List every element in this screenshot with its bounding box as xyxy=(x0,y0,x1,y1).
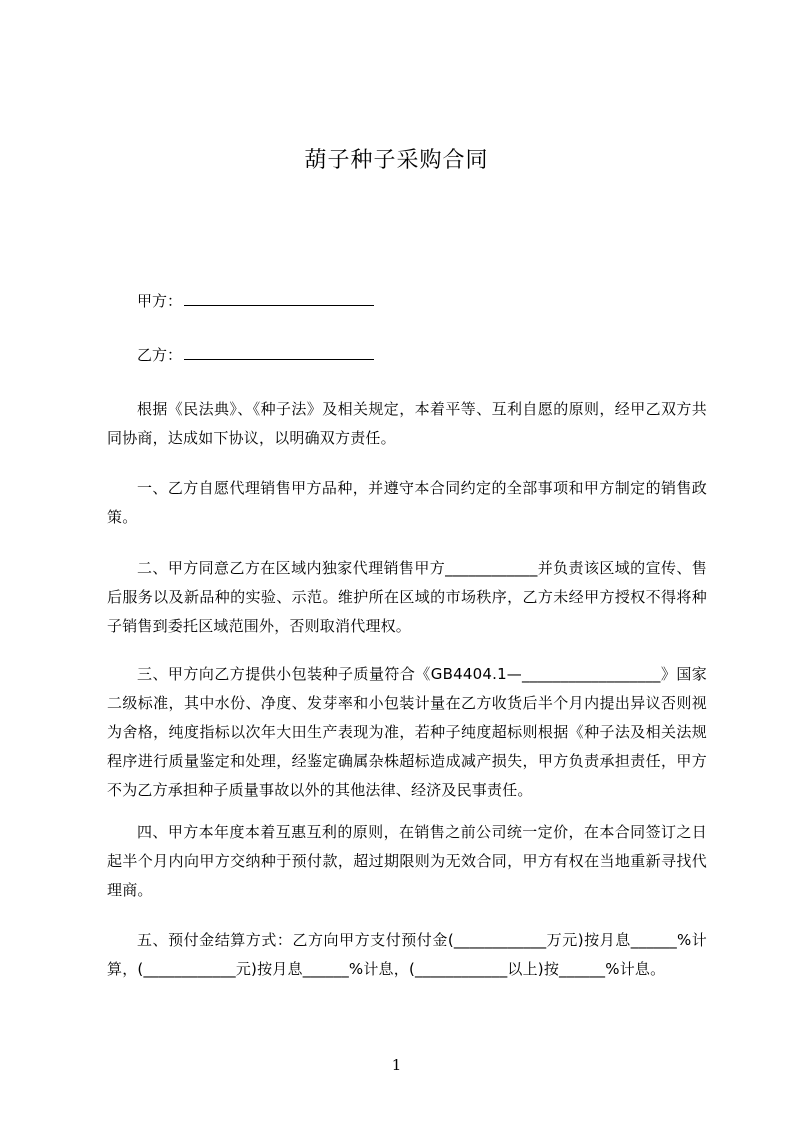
clause-1-paragraph: 一、乙方自愿代理销售甲方品种，并遵守本合同约定的全部事项和甲方制定的销售政策。 xyxy=(107,479,707,526)
clause-5-paragraph: 五、预付金结算方式：乙方向甲方支付预付金(____________万元)按月息______%计算，(____________元)按月息______%计息，(____________以上)按______%计息。 xyxy=(107,931,707,978)
clause-2-paragraph: 二、甲方同意乙方在区域内独家代理销售甲方____________并负责该区域的宣传、售后服务以及新品种的实验、示范。维护所在区域的市场秩序，乙方未经甲方授权不得将种子销售到委托区域范围外，否则取消代理权。 xyxy=(107,559,707,635)
page-title: 葫子种子采购合同 xyxy=(304,148,489,173)
intro-paragraph: 根据《民法典》、《种子法》及相关规定，本着平等、互利自愿的原则，经甲乙双方共同协商，达成如下协议，以明确双方责任。 xyxy=(107,400,707,447)
party-b-blank xyxy=(184,345,374,360)
party-b-line xyxy=(137,345,374,365)
party-a-label: 甲方： xyxy=(137,292,183,310)
clause-4-paragraph: 四、甲方本年度本着互惠互利的原则，在销售之前公司统一定价，在本合同签订之日起半个月内向甲方交纳种于预付款，超过期限则为无效合同，甲方有权在当地重新寻找代理商。 xyxy=(107,823,707,899)
clause-3-paragraph: 三、甲方向乙方提供小包装种子质量符合《GB4404.1—__________________》国家二级标准，其中水份、净度、发芽率和小包装计量在乙方收货后半个月内提出异议否则视为舍格，纯度指标以次年大田生产表现为准，若种子纯度超标则根据《种子法及相关法规程序进行质量鉴定和处理，经鉴定确属杂株超标造成减产损失，甲方负责承担责任，甲方不为乙方承担种子质量事故以外的其他法律、经济及民事责任。 xyxy=(107,665,707,799)
page-number: 1 xyxy=(391,1056,402,1074)
party-b-label: 乙方： xyxy=(137,346,183,364)
party-a-line xyxy=(137,291,374,311)
party-a-blank xyxy=(184,291,374,306)
